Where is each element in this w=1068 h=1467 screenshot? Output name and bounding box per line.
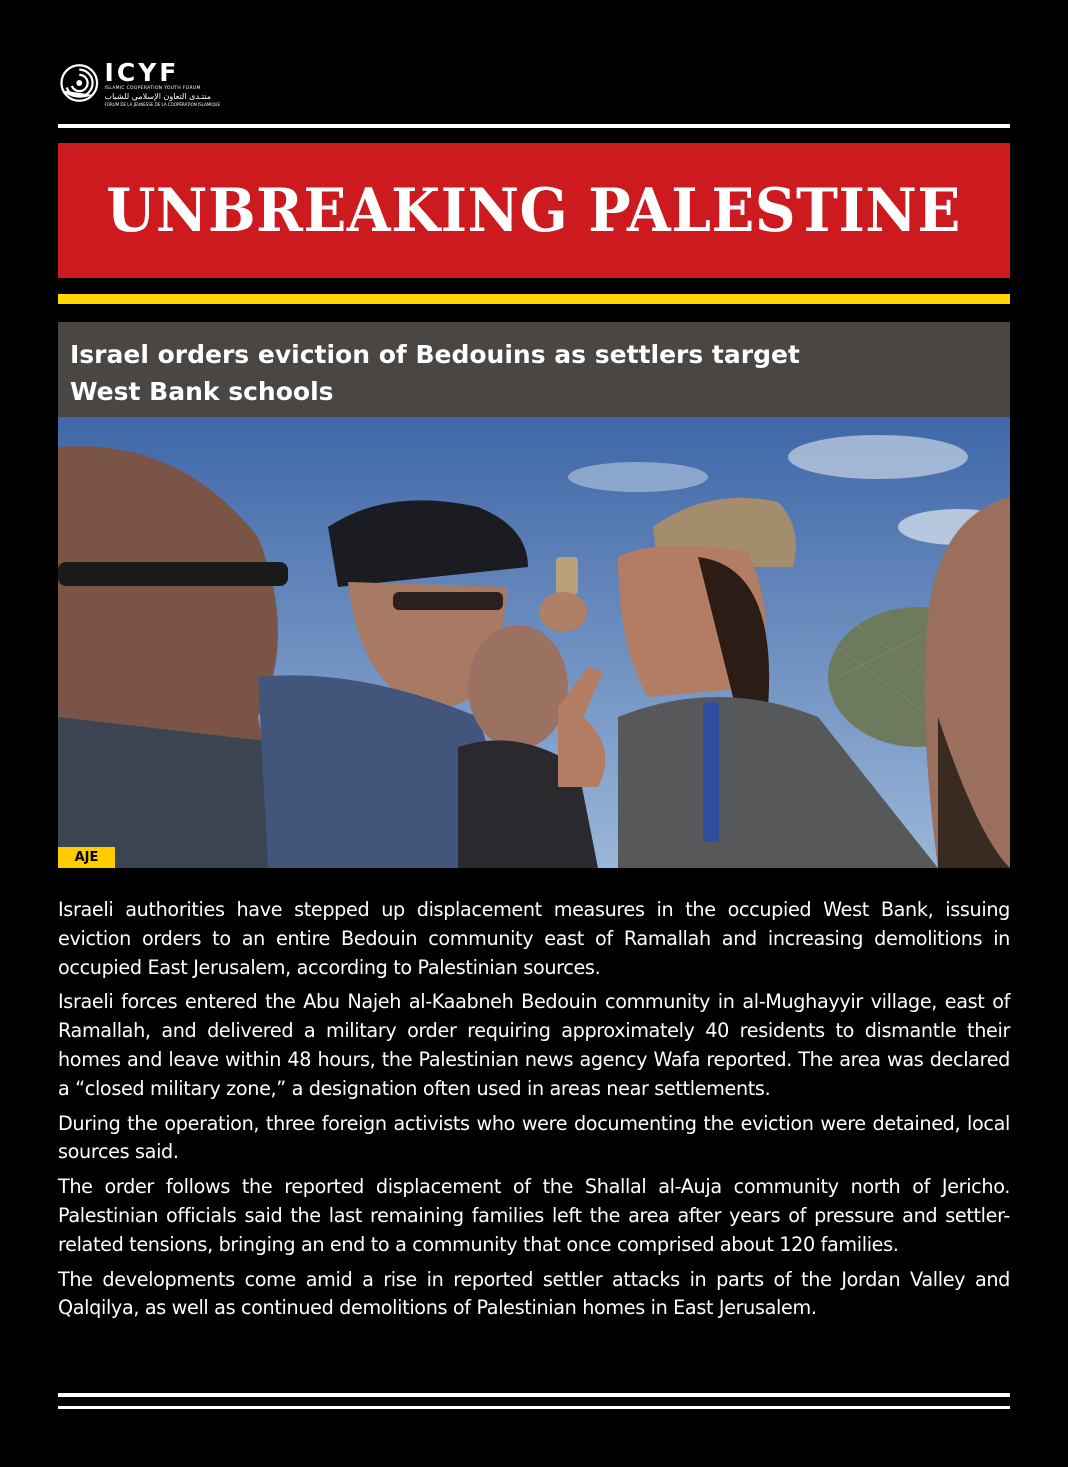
article-photo bbox=[58, 417, 1010, 868]
article-paragraph-3: During the operation, three foreign activists who were documenting the eviction were detained, local sources said. bbox=[58, 1111, 1010, 1164]
headline-box bbox=[58, 322, 1010, 417]
logo-subtitle-ar: منتـدى التعاون الإسلامي للشباب bbox=[104, 91, 212, 101]
logo-subtitle-fr: FORUM DE LA JEUNESSE DE LA COOPÉRATION ISLAMIQUE bbox=[104, 101, 220, 107]
top-divider bbox=[58, 124, 1010, 128]
photo-credit-badge: AJE bbox=[58, 847, 115, 868]
article-paragraph-4: The order follows the reported displacement of the Shallal al-Auja community north of Jericho. Palestinian officials said the last remaining families left the area after years of pressure and settler-related tensions, bringing an end to a community that once comprised about 120 families. bbox=[58, 1175, 1010, 1256]
logo-name: ICYF bbox=[104, 57, 180, 87]
icyf-logo[interactable] bbox=[60, 54, 220, 112]
bottom-divider-1 bbox=[58, 1393, 1010, 1397]
article-headline: Israel orders eviction of Bedouins as settlers target West Bank schools bbox=[70, 340, 800, 406]
article-paragraph-2: Israeli forces entered the Abu Najeh al-Kaabneh Bedouin community in al-Mughayyir village, east of Ramallah, and delivered a military order requiring approximately 40 residents to dismantle their homes and leave within 48 hours, the Palestinian news agency Wafa reported. The area was declared a “closed military zone,” a designation often used in areas near settlements. bbox=[58, 990, 1010, 1100]
icyf-swirl-icon bbox=[60, 57, 99, 109]
title-banner bbox=[58, 143, 1010, 278]
article-paragraph-1: Israeli authorities have stepped up displacement measures in the occupied West Bank, issuing eviction orders to an entire Bedouin community east of Ramallah and increasing demolitions in occupied East Jerusalem, according to Palestinian sources. bbox=[58, 898, 1010, 979]
article-body bbox=[58, 896, 1010, 1329]
article-paragraph-5: The developments come amid a rise in reported settler attacks in parts of the Jordan Valley and Qalqilya, as well as continued demolitions of Palestinian homes in East Jerusalem. bbox=[58, 1267, 1010, 1320]
logo-subtitle-en: ISLAMIC COOPERATION YOUTH FORUM bbox=[104, 85, 201, 91]
photo-illustration bbox=[58, 417, 1010, 868]
accent-bar bbox=[58, 294, 1010, 304]
bottom-divider-2 bbox=[58, 1406, 1010, 1409]
banner-title: UNBREAKING PALESTINE bbox=[106, 175, 962, 246]
